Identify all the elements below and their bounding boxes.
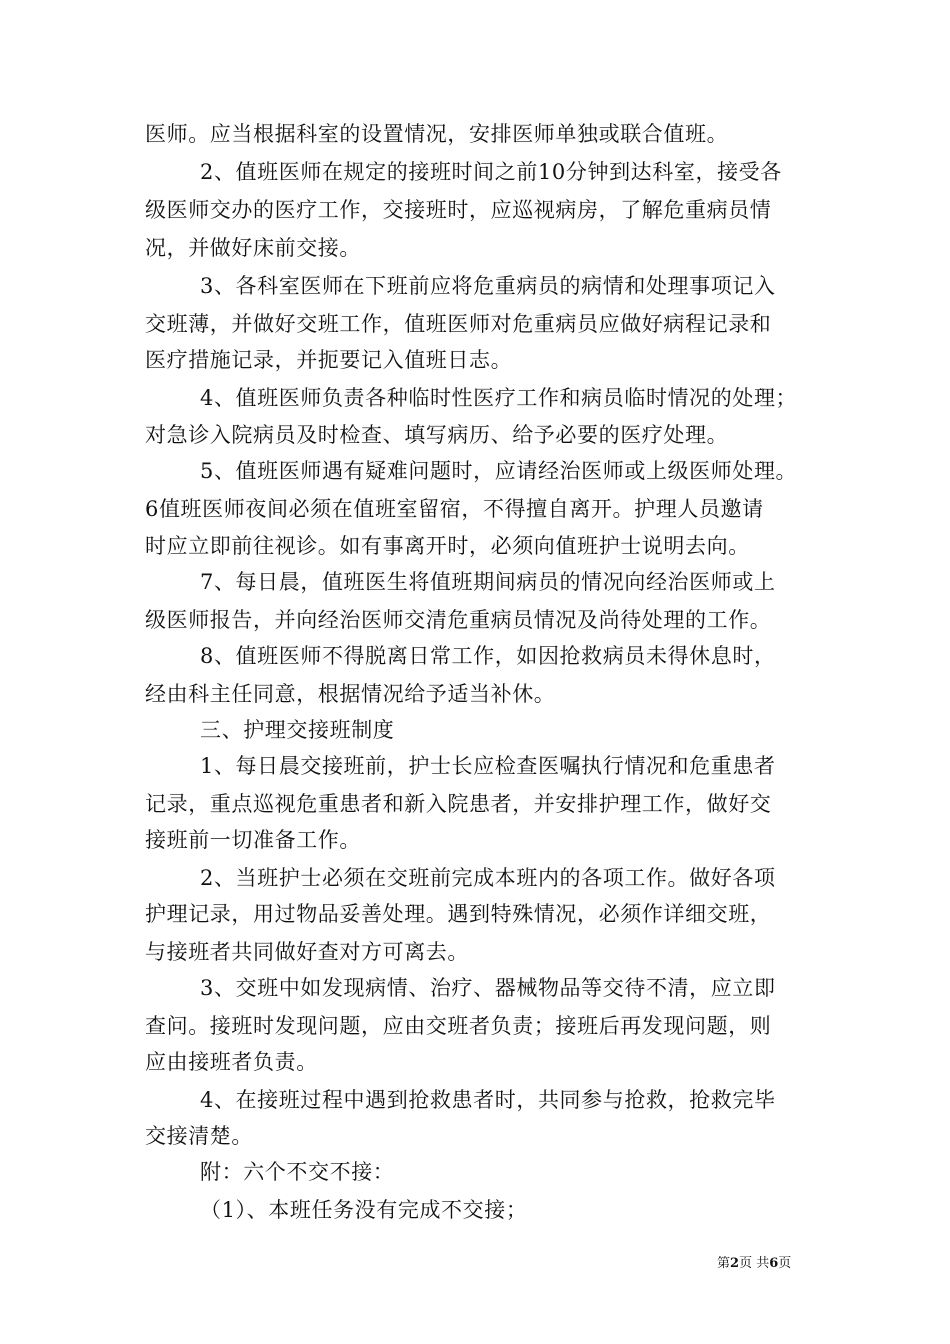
text-line: 4、值班医师负责各种临时性医疗工作和病员临时情况的处理；: [200, 386, 798, 410]
text-line: （1）、本班任务没有完成不交接；: [200, 1198, 528, 1222]
section-heading: 三、护理交接班制度: [200, 718, 395, 742]
footer-middle: 页 共: [739, 1256, 770, 1271]
text-line: 交班薄，并做好交班工作，值班医师对危重病员应做好病程记录和: [145, 312, 772, 336]
text-line: 护理记录，用过物品妥善处理。遇到特殊情况，必须作详细交班，: [145, 902, 772, 926]
text-line: 8、值班医师不得脱离日常工作，如因抢救病员未得休息时，: [200, 644, 776, 668]
text-line: 3、各科室医师在下班前应将危重病员的病情和处理事项记入: [200, 274, 776, 298]
text-line: 4、在接班过程中遇到抢救患者时，共同参与抢救，抢救完毕: [200, 1088, 776, 1112]
text-line: 1、每日晨交接班前，护士长应检查医嘱执行情况和危重患者: [200, 754, 776, 778]
text-line: 7、每日晨，值班医生将值班期间病员的情况向经治医师或上: [200, 570, 776, 594]
text-line: 接班前一切准备工作。: [145, 828, 361, 852]
text-line: 级医师报告，并向经治医师交清危重病员情况及尚待处理的工作。: [145, 608, 772, 632]
text-line: 3、交班中如发现病情、治疗、器械物品等交待不清，应立即: [200, 976, 776, 1000]
text-line: 查问。接班时发现问题，应由交班者负责；接班后再发现问题，则: [145, 1014, 772, 1038]
footer-prefix: 第: [717, 1256, 731, 1271]
text-line: 与接班者共同做好查对方可离去。: [145, 940, 469, 964]
text-line: 应由接班者负责。: [145, 1050, 318, 1074]
text-line: 附：六个不交不接：: [200, 1160, 395, 1184]
page-number: 2: [730, 1256, 740, 1271]
text-line: 5、值班医师遇有疑难问题时，应请经治医师或上级医师处理。: [200, 459, 798, 483]
page-footer: [717, 1252, 791, 1271]
text-line: 时应立即前往视诊。如有事离开时，必须向值班护士说明去向。: [145, 534, 750, 558]
text-line: 2、当班护士必须在交班前完成本班内的各项工作。做好各项: [200, 866, 776, 890]
text-line: 经由科主任同意，根据情况给予适当补休。: [145, 682, 556, 706]
text-line: 6值班医师夜间必须在值班室留宿，不得擅自离开。护理人员邀请: [145, 497, 764, 521]
text-line: 2、值班医师在规定的接班时间之前10分钟到达科室，接受各: [200, 160, 782, 184]
text-line: 级医师交办的医疗工作，交接班时，应巡视病房，了解危重病员情: [145, 198, 772, 222]
text-line: 医师。应当根据科室的设置情况，安排医师单独或联合值班。: [145, 122, 729, 146]
text-line: 交接清楚。: [145, 1124, 253, 1148]
text-line: 记录，重点巡视危重患者和新入院患者，并安排护理工作，做好交: [145, 792, 772, 816]
text-line: 况，并做好床前交接。: [145, 236, 361, 260]
text-line: 医疗措施记录，并扼要记入值班日志。: [145, 348, 513, 372]
page-total: 6: [769, 1256, 779, 1271]
text-line: 对急诊入院病员及时检查、填写病历、给予必要的医疗处理。: [145, 423, 729, 447]
footer-suffix: 页: [778, 1256, 792, 1271]
